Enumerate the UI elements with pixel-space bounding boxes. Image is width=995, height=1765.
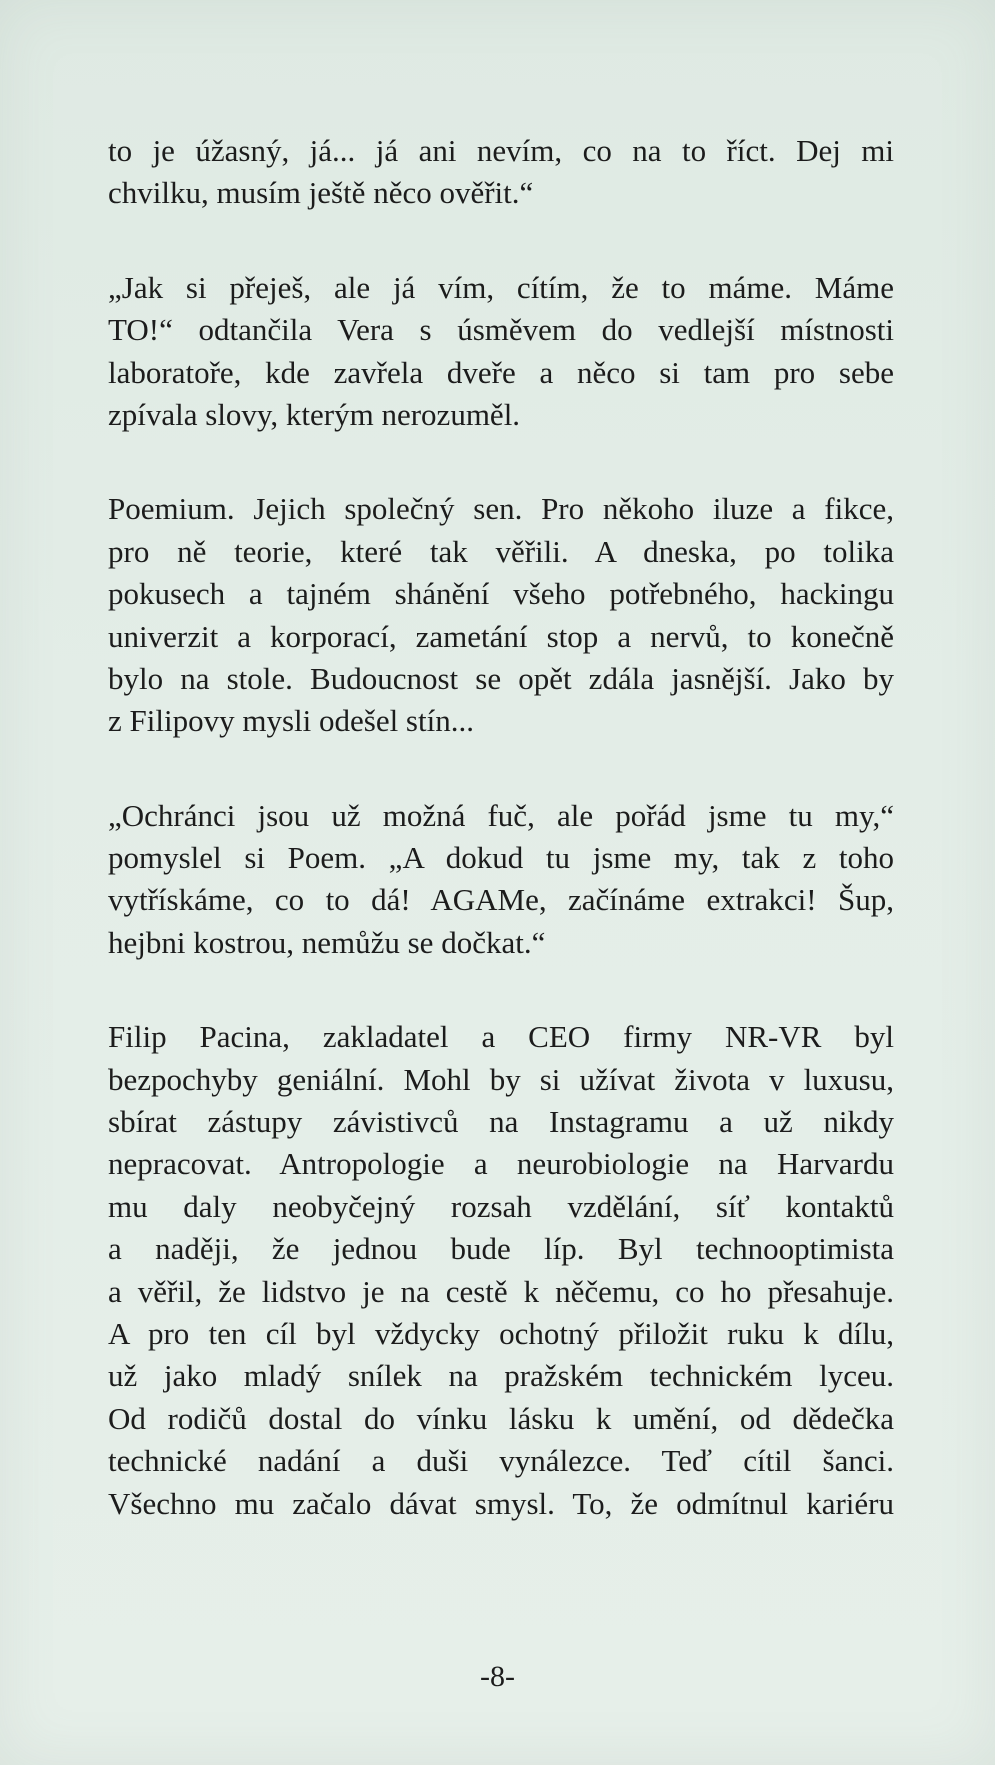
text-line: a věřil, že lidstvo je na cestě k něčemu, co ho přesahuje.	[108, 1273, 894, 1309]
paragraph-4	[108, 795, 894, 965]
text-line: vytřískáme, co to dá! AGAMe, začínáme extrakci! Šup,	[108, 882, 894, 918]
page-number: -8-	[480, 1660, 515, 1693]
text-line: bezpochyby geniální. Mohl by si užívat života v luxusu,	[108, 1061, 894, 1097]
text-line: hejbni kostrou, nemůžu se dočkat.“	[108, 924, 546, 960]
text-line: nepracovat. Antropologie a neurobiologie na Harvardu	[108, 1146, 894, 1182]
text-line: TO!“ odtančila Vera s úsměvem do vedlejší místnosti	[108, 312, 894, 348]
text-line: mu daly neobyčejný rozsah vzdělání, síť kontaktů	[108, 1188, 894, 1224]
text-line: z Filipovy mysli odešel stín...	[108, 703, 474, 739]
text-line: Od rodičů dostal do vínku lásku k umění, od dědečka	[108, 1400, 894, 1436]
text-line: Poemium. Jejich společný sen. Pro někoho iluze a fikce,	[108, 491, 894, 527]
text-line: laboratoře, kde zavřela dveře a něco si tam pro sebe	[108, 354, 894, 390]
text-line: sbírat zástupy závistivců na Instagramu a už nikdy	[108, 1104, 894, 1140]
text-line: pomyslel si Poem. „A dokud tu jsme my, tak z toho	[108, 840, 894, 876]
text-line: to je úžasný, já... já ani nevím, co na to říct. Dej mi	[108, 133, 894, 168]
text-line: Všechno mu začalo dávat smysl. To, že odmítnul kariéru	[108, 1485, 894, 1521]
text-line: bylo na stole. Budoucnost se opět zdála jasnější. Jako by	[108, 660, 894, 696]
paragraph-2	[108, 267, 894, 437]
text-line: Filip Pacina, zakladatel a CEO firmy NR-VR byl	[108, 1019, 894, 1055]
text-line: pokusech a tajném shánění všeho potřebného, hackingu	[108, 576, 894, 612]
text-line: technické nadání a duši vynálezce. Teď cítil šanci.	[108, 1443, 894, 1479]
text-line: A pro ten cíl byl vždycky ochotný přiložit ruku k dílu,	[108, 1315, 894, 1351]
paragraph-3	[108, 488, 894, 742]
text-line: chvilku, musím ještě něco ověřit.“	[108, 175, 534, 211]
paragraph-1	[108, 130, 894, 215]
text-line: univerzit a korporací, zametání stop a nervů, to konečně	[108, 618, 894, 654]
text-line: a naději, že jednou bude líp. Byl technooptimista	[108, 1231, 894, 1267]
body-text	[108, 130, 894, 1577]
text-line: „Ochránci jsou už možná fuč, ale pořád jsme tu my,“	[108, 797, 894, 833]
text-line: pro ně teorie, které tak věřili. A dneska, po tolika	[108, 533, 894, 569]
paragraph-5	[108, 1016, 894, 1525]
text-line: už jako mladý snílek na pražském technickém lyceu.	[108, 1358, 894, 1394]
text-line: „Jak si přeješ, ale já vím, cítím, že to máme. Máme	[108, 269, 894, 305]
text-line: zpívala slovy, kterým nerozuměl.	[108, 396, 521, 432]
